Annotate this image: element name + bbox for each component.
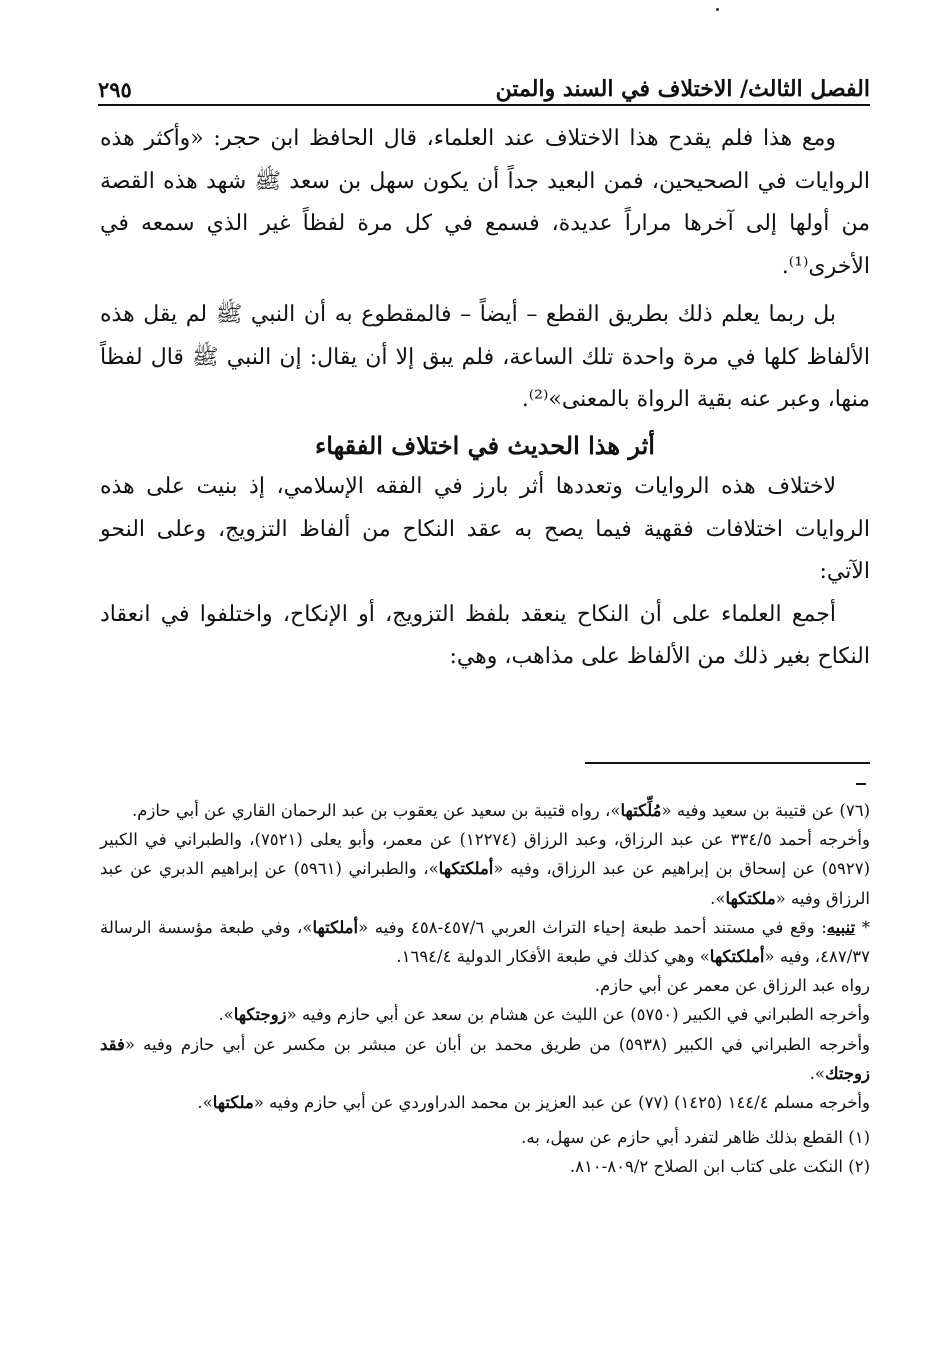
footnote-text: ».: [710, 888, 726, 908]
footnote-emphasis: ملكتكها: [725, 888, 776, 908]
footnote-text: ».: [197, 1093, 213, 1113]
running-title: الفصل الثالث/ الاختلاف في السند والمتن: [495, 76, 870, 102]
footnote-block: [100, 825, 870, 913]
footnote-text: ».: [218, 1005, 234, 1025]
footnote-separator: [585, 762, 870, 764]
footnote-text: »، وفي طبعة مؤسسة الرسالة ٤٨٧/٣٧، وفيه «: [100, 917, 870, 967]
footnote-emphasis: ملكتها: [212, 1093, 254, 1113]
footnote-continuation-mark: [856, 783, 866, 785]
paragraph: بل ربما يعلم ذلك بطريق القطع – أيضاً – فالمقطوع به أن النبي ﷺ لم يقل هذه الألفاظ كلها في مرة واحدة تلك الساعة، فلم يبق إلا أن يقال: إن النبي ﷺ قال لفظاً منها، وعبر عنه بقية الرواة بالمعنى»⁽²⁾.: [100, 302, 870, 412]
paragraph: لاختلاف هذه الروايات وتعددها أثر بارز في الفقه الإسلامي، إذ بنيت على هذه الروايات اختلافات فقهية فيما يصح به عقد النكاح من ألفاظ التزويج، وعلى النحو الآتي:: [100, 474, 870, 584]
footnote-emphasis: مُلِّكتها: [620, 801, 662, 820]
footnote-block: رواه عبد الرزاق عن معمر عن أبي حازم.: [594, 976, 870, 996]
section-heading: أثر هذا الحديث في اختلاف الفقهاء: [315, 431, 655, 460]
footnote-emphasis: فقد زوجتك: [100, 1034, 870, 1083]
footnote-block: [100, 1088, 870, 1117]
footnote-text: » وهي كذلك في طبعة الأفكار الدولية ١٦٩٤/٤.: [396, 947, 710, 967]
footnote-text: ».: [809, 1063, 825, 1083]
footnote-text: »، والطبراني (٥٩٦١) عن إبراهيم الدبري عن عبد الرزاق وفيه «: [100, 859, 870, 908]
footnote-block: [100, 1030, 870, 1088]
page-number: ٢٩٥: [98, 77, 132, 102]
footnote-text: وأخرجه مسلم ١٤٤/٤ (١٤٢٥) (٧٧) عن عبد العزيز بن محمد الدراوردي عن أبي حازم وفيه «: [253, 1093, 870, 1113]
footnote-text: »، رواه قتيبة بن سعيد عن يعقوب بن عبد الرحمان القاري عن أبي حازم.: [131, 801, 621, 820]
footnote-emphasis: أملكتكها: [709, 947, 765, 967]
footnotes: [100, 796, 870, 1182]
footnote-text: وأخرجه الطبراني في الكبير (٥٧٥٠) عن الليث عن هشام بن سعد عن أبي حازم وفيه «: [286, 1005, 870, 1025]
footnote-block: [100, 913, 870, 971]
footnote-emphasis: أملكتها: [312, 917, 359, 937]
footnote-text: وأخرجه الطبراني في الكبير (٥٩٣٨) من طريق محمد بن أبان عن مبشر بن مكسر عن أبي حازم وفيه «: [124, 1034, 871, 1054]
paragraph: ومع هذا فلم يقدح هذا الاختلاف عند العلماء، قال الحافظ ابن حجر: «وأكثر هذه الروايات في الصحيحين، فمن البعيد جداً أن يكون سهل بن سعد ﷺ شهد هذه القصة من أولها إلى آخرها مراراً عديدة، فسمع في كل مرة لفظاً غير الذي سمعه في الأخرى⁽¹⁾.: [100, 126, 870, 279]
footnote-text: (٧٦) عن قتيبة بن سعيد وفيه «: [661, 801, 870, 820]
footnote-star: *: [855, 917, 871, 937]
footnote-1: (١) القطع بذلك ظاهر لتفرد أبي حازم عن سهل، به.: [521, 1128, 870, 1148]
footnote-block: [100, 1000, 870, 1029]
page-header: [98, 66, 870, 102]
footnote-text: : وقع في مستند أحمد طبعة إحياء التراث العربي ٤٥٧/٦-٤٥٨ وفيه «: [358, 917, 827, 937]
main-text-2: [100, 466, 870, 679]
footnote-label: تنبيه: [826, 917, 856, 937]
footnote-block: [100, 796, 870, 825]
footnote-2: (٢) النكت على كتاب ابن الصلاح ٨٠٩/٢-٨١٠.: [569, 1157, 870, 1177]
paragraph: أجمع العلماء على أن النكاح ينعقد بلفظ التزويج، أو الإنكاح، واختلفوا في انعقاد النكاح بغير ذلك من الألفاظ على مذاهب، وهي:: [100, 601, 870, 669]
footnote-emphasis: أملكتكها: [438, 859, 494, 879]
footnote-emphasis: زوجتكها: [233, 1005, 287, 1025]
stray-ink-dot: [716, 8, 719, 11]
footnote-text: وأخرجه أحمد ٣٣٤/٥ عن عبد الرزاق، وعبد الرزاق (١٢٢٧٤) عن معمر، وأبو يعلى (٧٥٢١)، والطبراني في الكبير (٥٩٢٧) عن إسحاق بن إبراهيم عن عبد الرزاق، وفيه «: [100, 830, 870, 879]
main-text: [100, 118, 870, 422]
header-rule: [98, 104, 870, 106]
